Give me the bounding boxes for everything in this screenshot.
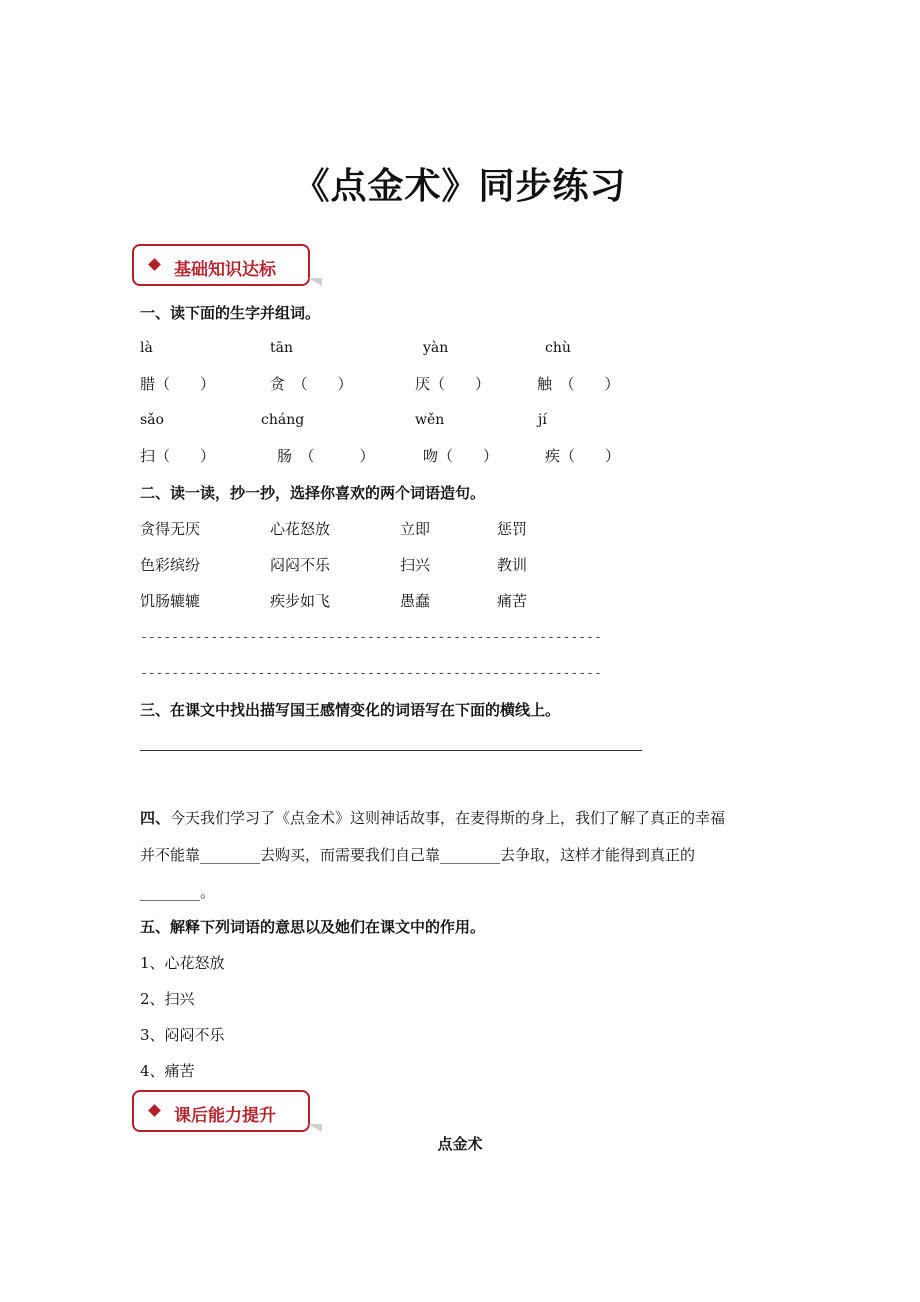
pinyin: yàn [423,340,449,356]
pinyin: là [140,340,153,356]
section-label-advanced: 课后能力提升 [174,1106,276,1126]
question-1-heading: 一、读下面的生字并组词。 [140,304,321,322]
word-item: 饥肠辘辘 [140,592,201,610]
word-item: 痛苦 [497,592,528,610]
diamond-icon [148,258,161,271]
answer-line[interactable] [140,750,642,751]
section-label-basic: 基础知识达标 [174,260,276,280]
pinyin: chù [545,340,571,356]
char-blank[interactable]: 扫（ ） [140,447,216,465]
list-item: 1、心花怒放 [140,954,225,972]
passage-title: 点金术 [437,1135,483,1153]
list-item: 3、闷闷不乐 [140,1026,225,1044]
word-item: 扫兴 [400,556,431,574]
char-blank[interactable]: 贪 （ ） [270,375,353,393]
pinyin: wěn [415,412,445,428]
pinyin: tān [270,340,293,356]
question-4-line-1 [140,807,725,828]
word-item: 贪得无厌 [140,520,201,538]
question-4-number: 四、 [140,809,171,827]
word-item: 愚蠢 [400,592,431,610]
question-3-heading: 三、在课文中找出描写国王感情变化的词语写在下面的横线上。 [140,701,561,719]
section-shadow [308,278,322,286]
answer-dash-line[interactable]: ----------------------------------------------------------- [140,630,602,645]
list-item: 4、痛苦 [140,1062,195,1080]
char-blank[interactable]: 腊（ ） [140,375,216,393]
question-4-text: 今天我们学习了《点金术》这则神话故事，在麦得斯的身上，我们了解了真正的幸福 [170,809,726,827]
word-item: 惩罚 [497,520,528,538]
char-blank[interactable]: 吻（ ） [423,447,499,465]
list-item: 2、扫兴 [140,990,195,1008]
question-4-line-2[interactable]: 并不能靠________去购买，而需要我们自己靠________去争取，这样才能得到真正的 [140,846,696,864]
char-blank[interactable]: 疾（ ） [545,447,621,465]
diamond-icon [148,1104,161,1117]
pinyin: sǎo [140,412,164,428]
section-shadow [308,1124,322,1132]
word-item: 色彩缤纷 [140,556,201,574]
question-4-line-3[interactable]: ________。 [140,883,216,901]
char-blank[interactable]: 肠 （ ） [277,447,375,465]
question-2-heading: 二、读一读，抄一抄，选择你喜欢的两个词语造句。 [140,484,486,502]
section-header-advanced [132,1090,310,1132]
answer-dash-line[interactable]: ----------------------------------------------------------- [140,666,602,681]
section-header-basic [132,244,310,286]
char-blank[interactable]: 触 （ ） [537,375,620,393]
word-item: 闷闷不乐 [270,556,331,574]
question-5-heading: 五、解释下列词语的意思以及她们在课文中的作用。 [140,918,486,936]
pinyin: cháng [261,412,305,428]
word-item: 疾步如飞 [270,592,331,610]
page-title: 《点金术》同步练习 [293,166,627,207]
pinyin: jí [538,412,547,428]
word-item: 立即 [400,520,431,538]
word-item: 心花怒放 [270,520,331,538]
word-item: 教训 [497,556,528,574]
char-blank[interactable]: 厌（ ） [415,375,491,393]
